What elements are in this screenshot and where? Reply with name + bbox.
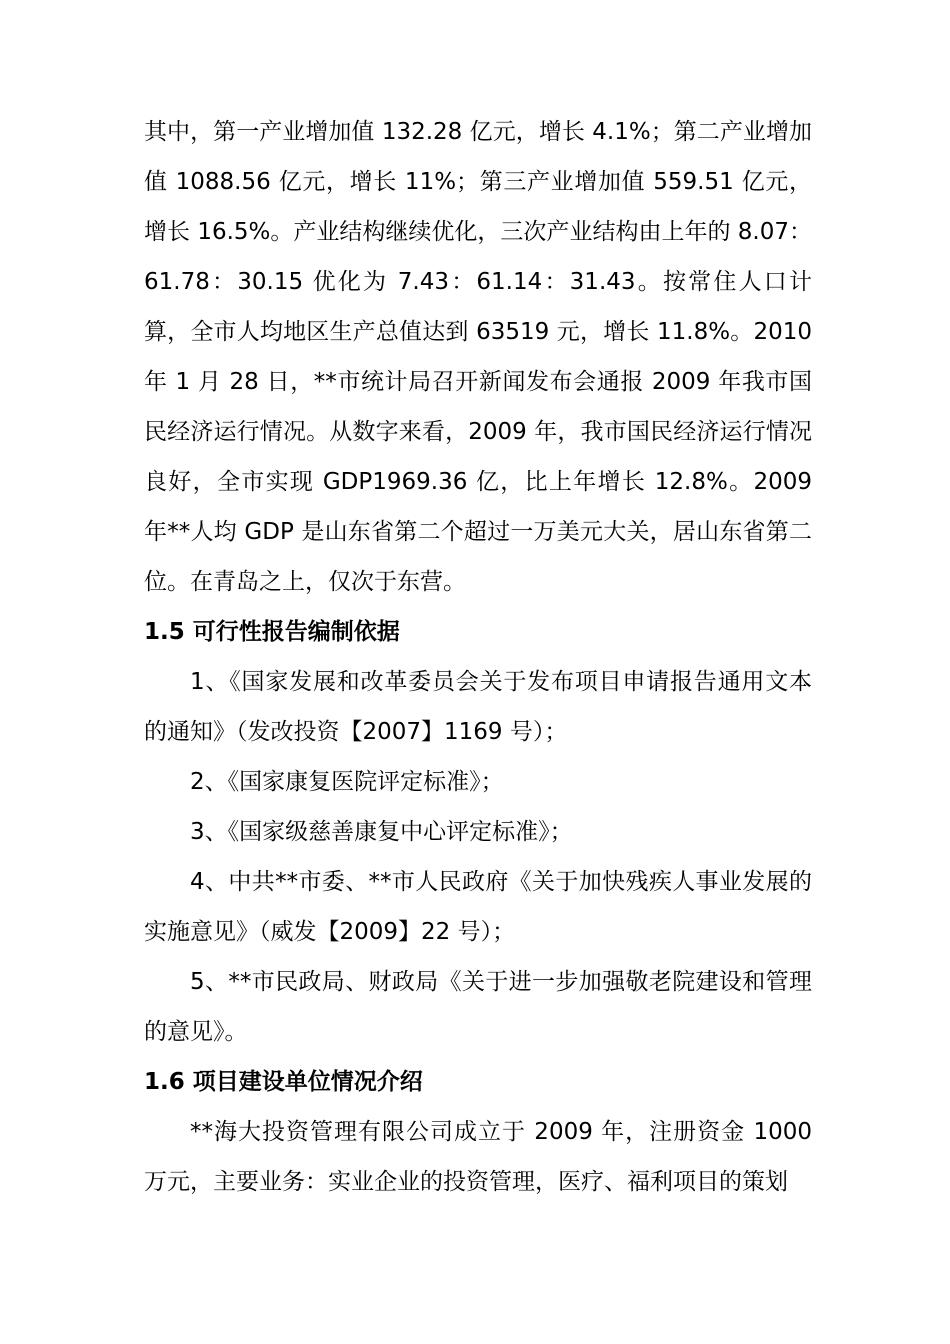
section-1-5-heading: 1.5 可行性报告编制依据 [144,619,400,645]
basis-item-4: 4、中共**市委、**市人民政府《关于加快残疾人事业发展的实施意见》（威发【2009】22 号）； [144,869,812,945]
document-page [144,107,812,1207]
company-intro-paragraph: **海大投资管理有限公司成立于 2009 年，注册资金 1000 万元，主要业务：实业企业的投资管理，医疗、福利项目的策划 [144,1119,812,1195]
basis-item-1: 1、《国家发展和改革委员会关于发布项目申请报告通用文本的通知》（发改投资【2007】1169 号）； [144,669,812,745]
basis-item-2: 2、《国家康复医院评定标准》； [190,769,504,795]
section-1-6-heading: 1.6 项目建设单位情况介绍 [144,1069,423,1095]
intro-paragraph: 其中，第一产业增加值 132.28 亿元，增长 4.1%；第二产业增加值 1088.56 亿元，增长 11%；第三产业增加值 559.51 亿元，增长 16.5%。产业结构继续优化，三次产业结构由上年的 8.07：61.78：30.15 优化为 7.43：61.14：31.43。按常住人口计算，全市人均地区生产总值达到 63519 元，增长 11.8%。2010 年 1 月 28 日，**市统计局召开新闻发布会通报 2009 年我市国民经济运行情况。从数字来看，2009 年，我市国民经济运行情况良好，全市实现 GDP1969.36 亿，比上年增长 12.8%。2009 年**人均 GDP 是山东省第二个超过一万美元大关，居山东省第二位。在青岛之上，仅次于东营。 [144,119,812,595]
basis-item-3: 3、《国家级慈善康复中心评定标准》； [190,819,573,845]
basis-item-5: 5、**市民政局、财政局《关于进一步加强敬老院建设和管理的意见》。 [144,969,812,1045]
